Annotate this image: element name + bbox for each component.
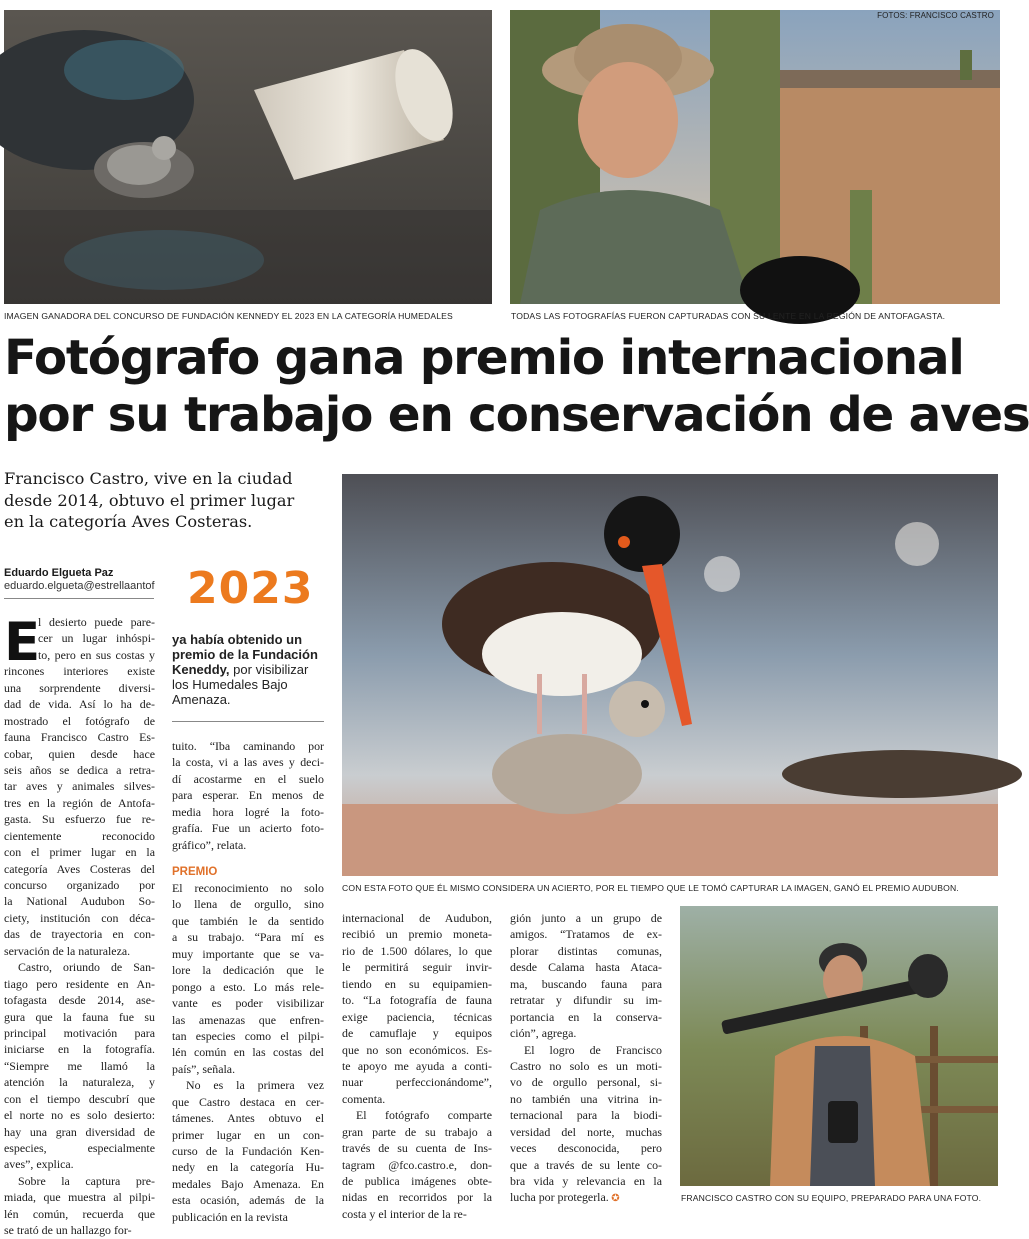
pull-quote-line: por visibilizar xyxy=(229,662,309,677)
article-line: para esperar. En menos de xyxy=(172,788,324,803)
article-line: muy importante que se va- xyxy=(172,946,324,961)
article-line: esta ocasión, además de la xyxy=(172,1193,324,1208)
article-line: lucha por protegerla. ✪ xyxy=(510,1190,620,1205)
article-line: se trató de un hallazgo for- xyxy=(4,1223,132,1238)
article-line: nidas en recorridos por la xyxy=(342,1190,492,1205)
article-line: tar aves y animales silves- xyxy=(4,779,155,794)
year-highlight: 2023 xyxy=(187,563,314,614)
article-line: el norte no es solo desierto: xyxy=(4,1108,155,1123)
article-line: dad de vida. Así lo ha de- xyxy=(4,697,155,712)
article-line: Castro, oriundo de San- xyxy=(18,960,155,975)
article-line: versidad del norte, muchas xyxy=(510,1124,662,1139)
article-line: no también una vitrina in- xyxy=(510,1091,662,1106)
article-line: cobar, quien desde hace xyxy=(4,746,155,761)
article-line: ción”, agrega. xyxy=(510,1026,577,1041)
article-line: lo llena de orgullo, sino xyxy=(172,897,324,912)
pull-quote-bold-line: ya había obtenido un xyxy=(172,632,303,647)
article-line: las amenazas que enfren- xyxy=(172,1012,324,1027)
article-line: través de su cuenta de Ins- xyxy=(342,1141,492,1156)
article-line: de camuflaje y equipos xyxy=(342,1026,492,1041)
article-line: gasta. Su esfuerzo fue re- xyxy=(4,812,155,827)
article-column-4 xyxy=(510,910,662,1206)
article-line: a su trabajo. “Para mí es xyxy=(172,930,324,945)
article-line: rio de 1.500 dólares, lo que xyxy=(342,943,492,958)
caption-photo-1: IMAGEN GANADORA DEL CONCURSO DE FUNDACIÓN KENNEDY EL 2023 EN LA CATEGORÍA HUMEDALES xyxy=(4,311,453,321)
article-line: cer un lugar inhóspi- xyxy=(38,631,155,646)
article-line: miada, que muestra al pilpi- xyxy=(4,1190,155,1205)
article-line: l desierto puede pare- xyxy=(38,615,155,629)
article-line: das de trayectoria en con- xyxy=(4,927,155,942)
article-line: recibió un premio moneta- xyxy=(342,927,492,942)
article-line: concurso organizado por xyxy=(4,878,155,892)
article-column-2-top xyxy=(172,738,324,853)
article-line: país”, señala. xyxy=(172,1061,236,1076)
article-line: media hora logré la foto- xyxy=(172,804,324,819)
article-line: gura que la fauna fue su xyxy=(4,1009,155,1024)
article-line: exige paciencia, técnicas xyxy=(342,1009,492,1024)
article-line: gráfico”, relata. xyxy=(172,837,247,852)
article-column-2-bottom xyxy=(172,880,324,1225)
pull-quote-bold-line: Keneddy, xyxy=(172,662,230,677)
article-line: servación de la naturaleza. xyxy=(4,943,131,958)
article-line: lén común, recuerda que xyxy=(4,1206,155,1221)
article-line: ternacional para la biodi- xyxy=(510,1108,662,1123)
photo-chick-with-plastic-cup xyxy=(4,10,492,304)
headline-line: por su trabajo en conservación de aves xyxy=(4,387,1029,443)
article-line: No es la primera vez xyxy=(186,1078,324,1093)
article-line: nuar perfeccionándome”, xyxy=(342,1075,492,1090)
article-line: pongo a esto. Lo más rele- xyxy=(172,979,324,994)
deck-line: desde 2014, obtuvo el primer lugar xyxy=(4,490,295,510)
article-line: principal motivación para xyxy=(4,1025,155,1040)
article-line: El reconocimiento no solo xyxy=(172,881,324,895)
article-line: Castro no solo es un moti- xyxy=(510,1058,662,1073)
article-line: aves”, explica. xyxy=(4,1157,74,1172)
article-line: costa y el interior de la re- xyxy=(342,1206,467,1221)
caption-photo-3: CON ESTA FOTO QUE ÉL MISMO CONSIDERA UN ACIERTO, POR EL TIEMPO QUE LE TOMÓ CAPTURAR LA IMAGEN, GANÓ EL PREMIO AUDUBON. xyxy=(342,883,959,893)
article-line: seis años se dedica a retra- xyxy=(4,762,155,777)
article-line: tiago pero residente en An- xyxy=(4,976,155,991)
article-line: El logro de Francisco xyxy=(524,1042,662,1057)
article-column-1 xyxy=(4,614,155,1239)
article-line: tres en la región de Antofa- xyxy=(4,795,155,810)
article-line: que Castro destaca en cer- xyxy=(172,1094,324,1109)
article-line: gran parte de su trabajo a xyxy=(342,1124,492,1139)
article-line: ciety, institución con déca- xyxy=(4,910,155,925)
pull-quote-line: Amenaza. xyxy=(172,692,231,707)
article-line: curso de la Fundación Ken- xyxy=(172,1144,324,1158)
article-line: veces desconocida, pero xyxy=(510,1141,662,1156)
deck-line: en la categoría Aves Costeras. xyxy=(4,512,253,532)
article-line: desde Calama hasta Ataca- xyxy=(510,960,662,975)
article-line: dí acostarme en el suelo xyxy=(172,771,324,786)
deck-line: Francisco Castro, vive en la ciudad xyxy=(4,469,293,488)
article-line: nedy en la categoría Hu- xyxy=(172,1160,324,1175)
article-line: tan especies como el pilpi- xyxy=(172,1028,324,1043)
article-line: publicación en la revista xyxy=(172,1209,288,1224)
article-line: especies, especialmente xyxy=(4,1141,155,1155)
article-column-3 xyxy=(342,910,492,1222)
article-line: ma, buscando fauna para xyxy=(510,976,662,991)
article-line: fauna Francisco Castro Es- xyxy=(4,730,155,745)
end-of-article-icon: ✪ xyxy=(608,1193,620,1205)
article-line: tagram @fco.castro.e, don- xyxy=(342,1157,492,1172)
photo-oystercatcher-feeding-chick xyxy=(342,474,998,876)
article-line: tofagasta desde 2014, ase- xyxy=(4,993,155,1008)
article-line: le permitirá seguir invir- xyxy=(342,960,492,975)
photo-credit: FOTOS: FRANCISCO CASTRO xyxy=(877,11,994,20)
pull-quote xyxy=(172,632,322,707)
caption-photo-2: TODAS LAS FOTOGRAFÍAS FUERON CAPTURADAS CON SU LENTE EN LA REGIÓN DE ANTOFAGASTA. xyxy=(511,311,946,321)
deck-summary xyxy=(4,468,334,533)
pull-quote-divider xyxy=(172,721,324,722)
article-line: Sobre la captura pre- xyxy=(18,1173,155,1188)
article-line: que no son económicos. Es- xyxy=(342,1042,492,1057)
article-line: rincones interiores existe xyxy=(4,664,155,679)
article-line: “Siempre me llamó la xyxy=(4,1058,155,1073)
photo-photographer-selfie xyxy=(510,10,1000,304)
article-line: grafía. Fue un acierto foto- xyxy=(172,821,324,836)
article-line: la National Audubon So- xyxy=(4,894,155,909)
article-line: lore la dedicación que le xyxy=(172,963,324,978)
article-line: to. “La fotografía de fauna xyxy=(342,993,492,1008)
article-line: te apoyo me ayuda a conti- xyxy=(342,1058,492,1073)
article-line: to, pero en sus costas y xyxy=(38,647,155,662)
article-line: de publica imágenes obte- xyxy=(342,1174,492,1188)
article-line: con el tiempo descubrí que xyxy=(4,1091,155,1106)
article-line: medales Bajo Amenaza. En xyxy=(172,1176,324,1191)
article-line: cientemente reconocido xyxy=(4,828,155,843)
byline-divider xyxy=(4,598,154,599)
article-line: portancia en la conserva- xyxy=(510,1009,662,1024)
headline-line: Fotógrafo gana premio internacional xyxy=(4,330,964,386)
article-line: que también le da sentido xyxy=(172,913,324,928)
article-line: lén común en las costas del xyxy=(172,1045,324,1060)
pull-quote-line: los Humedales Bajo xyxy=(172,677,288,692)
article-line: vo de orgullo personal, si- xyxy=(510,1075,662,1090)
article-line: vante es poder visibilizar xyxy=(172,996,324,1011)
drop-cap: E xyxy=(4,612,41,673)
article-line: categoría Aves Costeras del xyxy=(4,861,155,876)
photo-photographer-with-equipment xyxy=(680,906,998,1186)
section-subhead-premio: PREMIO xyxy=(172,866,218,878)
article-line: retratar y difundir su im- xyxy=(510,993,662,1008)
caption-photo-4: FRANCISCO CASTRO CON SU EQUIPO, PREPARADO PARA UNA FOTO. xyxy=(681,1193,982,1203)
article-line: una sorprendente diversi- xyxy=(4,680,155,695)
pull-quote-bold-line: premio de la Fundación xyxy=(172,647,318,662)
article-line: tiendo en su equipamien- xyxy=(342,976,492,991)
article-line: iniciarse en la fotografía. xyxy=(4,1042,155,1057)
article-line: tuito. “Iba caminando por xyxy=(172,739,324,753)
article-line: bra vida y relevancia en la xyxy=(510,1174,662,1188)
headline xyxy=(4,330,1029,444)
article-line: mostrado el fotógrafo de xyxy=(4,713,155,728)
article-line: atención la naturaleza, y xyxy=(4,1075,155,1090)
article-line: internacional de Audubon, xyxy=(342,911,492,925)
article-line: que a través de su lente co- xyxy=(510,1157,662,1172)
byline-author: Eduardo Elgueta Paz xyxy=(4,567,114,579)
article-line: El fotógrafo comparte xyxy=(356,1108,492,1123)
article-line: plorar distintas comunas, xyxy=(510,943,662,958)
article-line: hay una gran diversidad de xyxy=(4,1124,155,1139)
byline-email[interactable]: eduardo.elgueta@estrellaantof xyxy=(4,580,155,592)
article-line: amigos. “Tratamos de ex- xyxy=(510,927,662,942)
article-line: primer lugar en un con- xyxy=(172,1127,324,1142)
article-line: comenta. xyxy=(342,1091,386,1106)
article-line: gión junto a un grupo de xyxy=(510,911,662,925)
article-line: támenes. Antes obtuvo el xyxy=(172,1111,324,1126)
article-line: con el primer lugar en la xyxy=(4,845,155,860)
article-line: la costa, vi a las aves y deci- xyxy=(172,755,324,770)
